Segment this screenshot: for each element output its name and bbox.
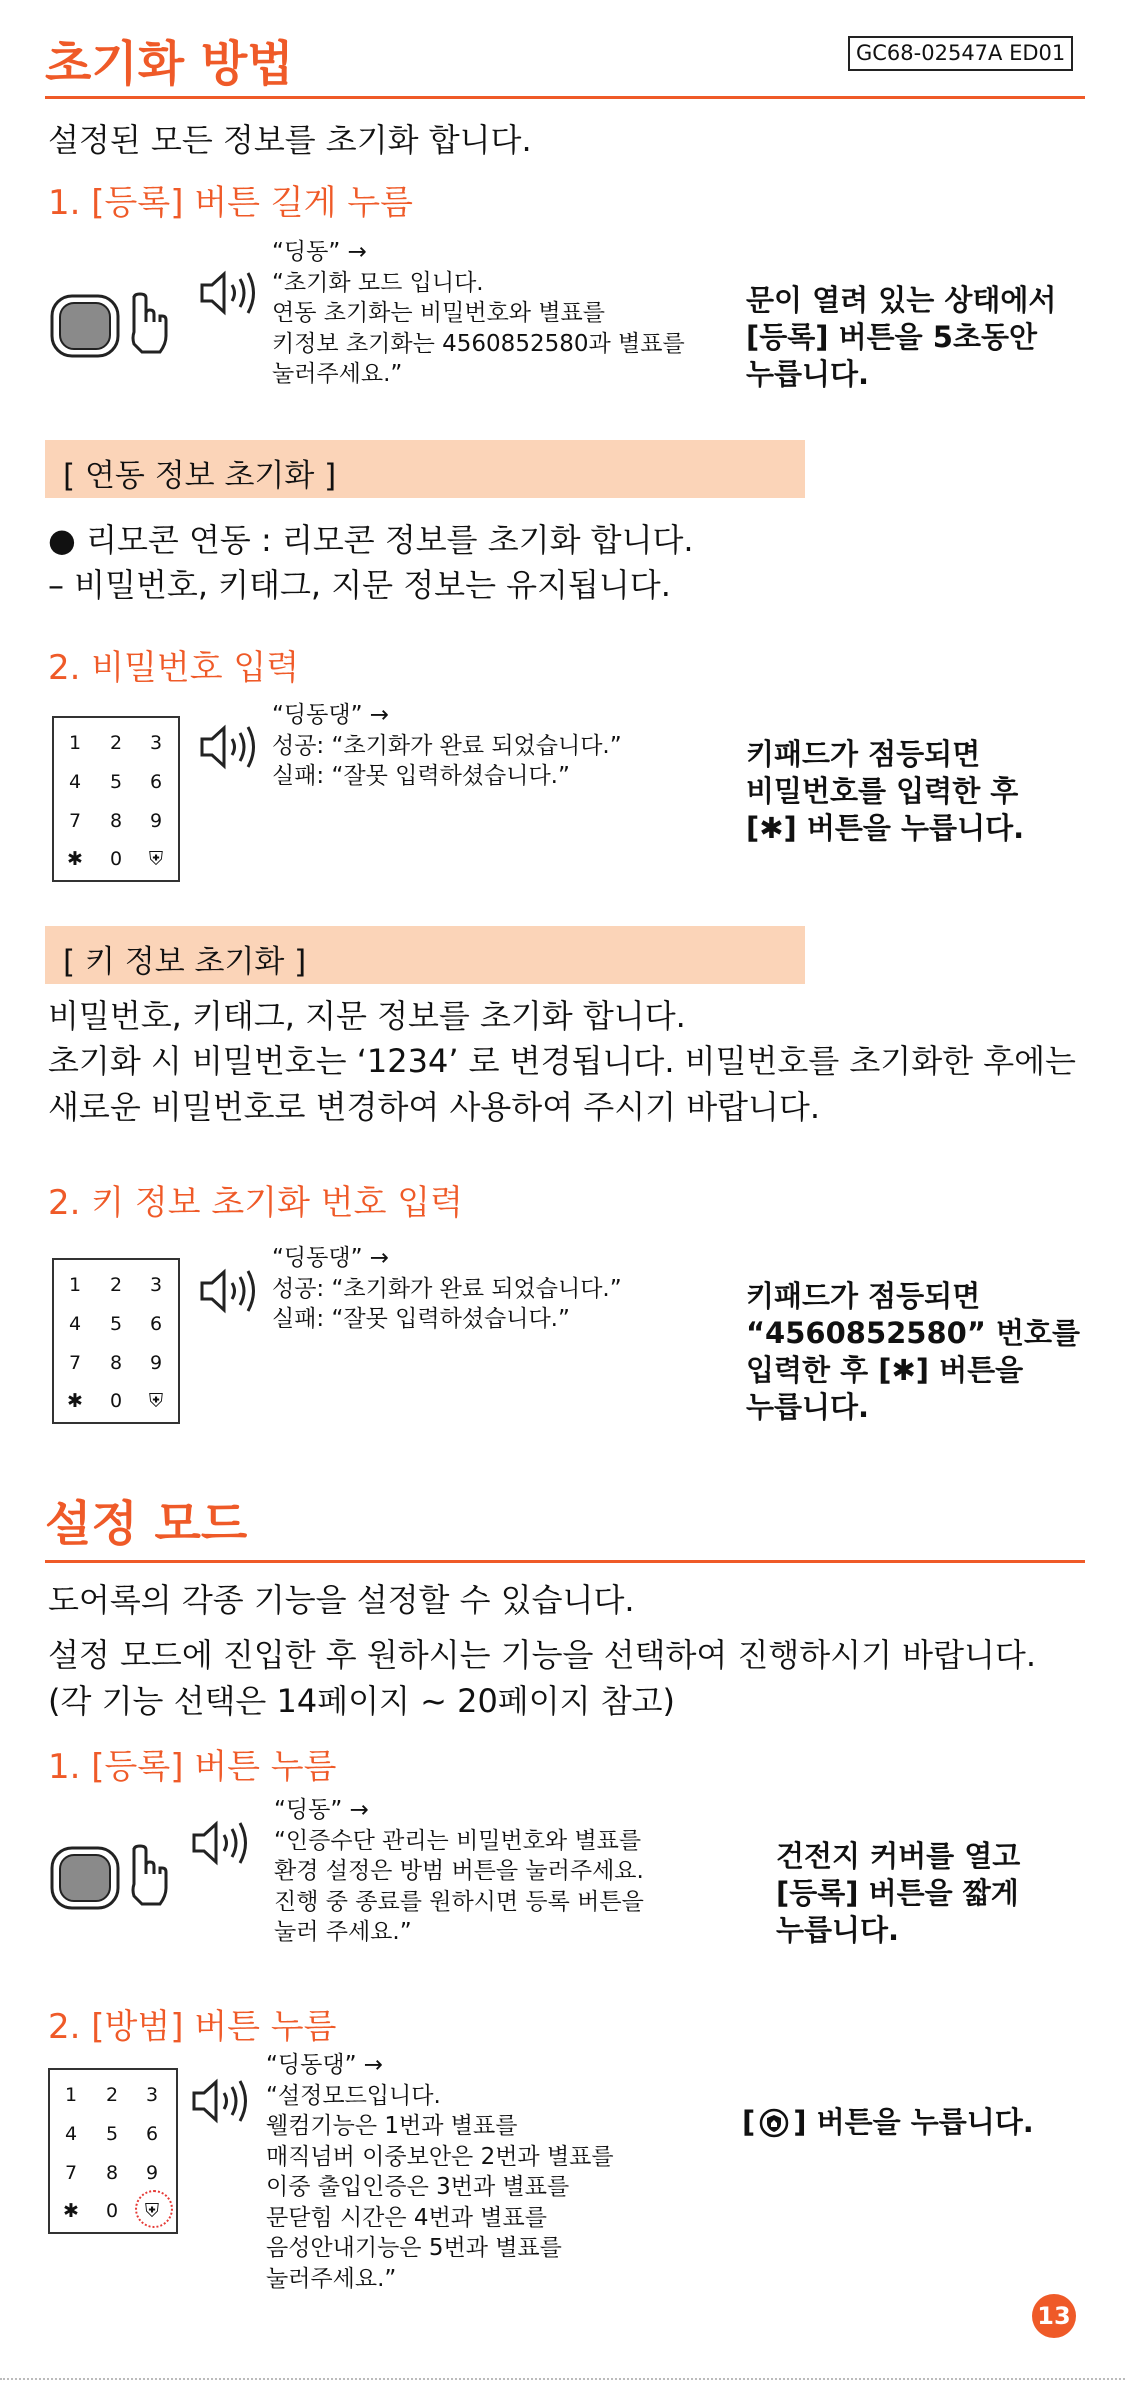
key: 4 — [64, 2123, 78, 2145]
step-label: 1. [등록] 버튼 길게 누름 — [48, 183, 413, 223]
keypad-illustration — [52, 716, 180, 882]
section-band-key-reset — [45, 926, 805, 984]
speaker-icon — [198, 722, 262, 776]
voice-prompt: “딩동댕” → “설정모드입니다. 웰컴기능은 1번과 별표를 매직넘버 이중보안은 2번과 별표를 이중 출입인증은 3번과 별표를 문닫힘 시간은 4번과 별표를 음성안내기능은 5번과 별표를 눌러주세요.” — [266, 2052, 614, 2293]
page-number: 13 — [1037, 2302, 1071, 2330]
shield-key-icon: ⛨ — [148, 1390, 164, 1412]
voice-prompt: “딩동” → “인증수단 관리는 비밀번호와 별표를 환경 설정은 방범 버튼을 눌러주세요. 진행 중 종료를 원하시면 등록 버튼을 눌러 주세요.” — [274, 1797, 644, 1946]
step-label: 2. 키 정보 초기화 번호 입력 — [48, 1183, 463, 1223]
step-label: 2. [방범] 버튼 누름 — [48, 2007, 337, 2047]
instruction-text: 건전지 커버를 열고 [등록] 버튼을 짧게 누릅니다. — [776, 1839, 1021, 1948]
step-label: 1. [등록] 버튼 누름 — [48, 1747, 337, 1787]
key: 9 — [149, 1352, 163, 1374]
band-label: [ 연동 정보 초기화 ] — [63, 458, 337, 494]
key: 4 — [68, 771, 82, 793]
title-divider — [45, 1560, 1085, 1563]
key: 5 — [105, 2123, 119, 2145]
key: 5 — [109, 1313, 123, 1335]
key: 7 — [64, 2162, 78, 2184]
link-reset-description: ● 리모콘 연동 : 리모콘 정보를 초기화 합니다. – 비밀번호, 키태그, 지문 정보는 유지됩니다. — [48, 521, 694, 605]
key: 6 — [149, 771, 163, 793]
key: 4 — [68, 1313, 82, 1335]
key: 0 — [109, 1390, 123, 1412]
key: 9 — [149, 810, 163, 832]
speaker-icon — [198, 1266, 262, 1320]
key: 7 — [68, 810, 82, 832]
key: 6 — [145, 2123, 159, 2145]
key: 8 — [109, 1352, 123, 1374]
page-number-badge — [1032, 2294, 1076, 2338]
finger-press-icon — [128, 292, 168, 354]
key: 7 — [68, 1352, 82, 1374]
register-button-icon — [50, 1846, 120, 1910]
section-title-reset: 초기화 방법 — [45, 36, 294, 92]
key: 9 — [145, 2162, 159, 2184]
key: 0 — [109, 848, 123, 870]
key: 1 — [64, 2084, 78, 2106]
key: 8 — [105, 2162, 119, 2184]
voice-prompt: “딩동” → “초기화 모드 입니다. 연동 초기화는 비밀번호와 별표를 키정보 초기화는 4560852580과 별표를 눌러주세요.” — [272, 239, 685, 388]
section-band-link-reset — [45, 440, 805, 498]
key-reset-description: 비밀번호, 키태그, 지문 정보를 초기화 합니다. 초기화 시 비밀번호는 ‘1234’ 로 변경됩니다. 비밀번호를 초기화한 후에는 새로운 비밀번호로 변경하여 사용하여 주시기 바랍니다. — [48, 997, 1076, 1126]
speaker-icon — [190, 2076, 254, 2130]
step-label: 2. 비밀번호 입력 — [48, 648, 300, 688]
document-number: GC68-02547A ED01 — [848, 36, 1073, 71]
settings-intro: 도어록의 각종 기능을 설정할 수 있습니다. 설정 모드에 진입한 후 원하시는 기능을 선택하여 진행하시기 바랍니다. (각 기능 선택은 14페이지 ~ 20페이지 참고) — [48, 1581, 1036, 1720]
shield-key-icon: ⛨ — [148, 848, 164, 870]
key: ✱ — [67, 848, 83, 870]
keypad-illustration — [52, 1258, 180, 1424]
section-title-settings: 설정 모드 — [45, 1496, 248, 1552]
instruction-text: 문이 열려 있는 상태에서 [등록] 버튼을 5초동안 누릅니다. — [746, 283, 1057, 392]
band-label: [ 키 정보 초기화 ] — [63, 944, 307, 980]
speaker-icon — [190, 1818, 254, 1872]
instruction-text: 키패드가 점등되면 비밀번호를 입력한 후 [✱] 버튼을 누릅니다. — [746, 737, 1025, 846]
instruction-text: 키패드가 점등되면 “4560852580” 번호를 입력한 후 [✱] 버튼을 누릅니다. — [746, 1279, 1081, 1425]
finger-press-icon — [128, 1844, 168, 1906]
key: 1 — [68, 732, 82, 754]
shield-key-icon — [759, 2108, 789, 2138]
key: 0 — [105, 2200, 119, 2222]
speaker-icon — [198, 268, 262, 322]
highlight-circle — [135, 2190, 173, 2228]
keypad-illustration — [48, 2068, 178, 2234]
key: ✱ — [63, 2200, 79, 2222]
key: 2 — [105, 2084, 119, 2106]
key: 8 — [109, 810, 123, 832]
intro-text: 설정된 모든 정보를 초기화 합니다. — [48, 121, 532, 159]
key: 5 — [109, 771, 123, 793]
key: 3 — [145, 2084, 159, 2106]
key: 6 — [149, 1313, 163, 1335]
instruction-text: [ ] 버튼을 누릅니다. — [742, 2105, 1034, 2139]
register-button-icon — [50, 294, 120, 358]
voice-prompt: “딩동댕” → 성공: “초기화가 완료 되었습니다.” 실패: “잘못 입력하셨습니다.” — [272, 1245, 622, 1333]
key: 3 — [149, 732, 163, 754]
key: 2 — [109, 732, 123, 754]
voice-prompt: “딩동댕” → 성공: “초기화가 완료 되었습니다.” 실패: “잘못 입력하셨습니다.” — [272, 702, 622, 790]
key: 3 — [149, 1274, 163, 1296]
key: ✱ — [67, 1390, 83, 1412]
bottom-border — [0, 2378, 1125, 2380]
shield-key-icon: ⛨ — [144, 2200, 160, 2222]
key: 1 — [68, 1274, 82, 1296]
title-divider — [45, 96, 1085, 99]
key: 2 — [109, 1274, 123, 1296]
